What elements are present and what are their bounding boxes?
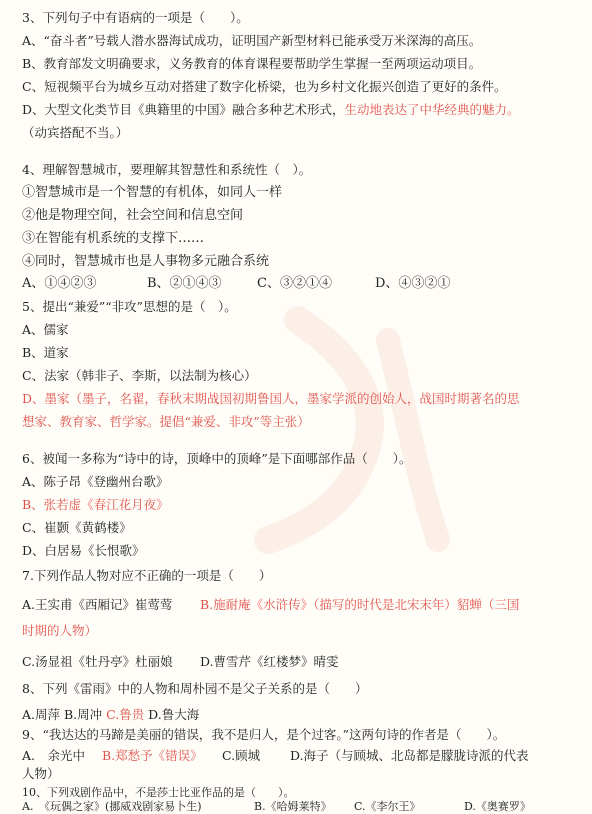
q3-option-a: A、“奋斗者”号载人潜水器海试成功，证明国产新型材料已能承受万米深海的高压。 (22, 33, 482, 48)
q5-option-d-line2: 想家、教育家、哲学家。提倡“兼爱、非攻”等主张） (22, 414, 310, 429)
q9-option-a: A. 余光中 (22, 748, 86, 763)
q8-option-d: D.鲁大海 (144, 707, 200, 722)
q7-option-d: D.曹雪芹《红楼梦》晴雯 (200, 654, 339, 669)
q7-options-line2 (22, 653, 582, 671)
q10-stem: 10、下列戏剧作品中，不是莎士比亚作品的是（ ）。 (22, 786, 295, 799)
q6-option-a: A、陈子昂《登幽州台歌》 (22, 474, 169, 489)
q8-option-ab: A.周萍 B.周冲 (22, 707, 107, 722)
q3-option-d-highlight: 生动地表达了中华经典的魅力。 (344, 102, 520, 117)
q7-option-b-line2: 时期的人物） (22, 623, 98, 638)
q8-options (22, 706, 582, 724)
q5-option-d-line1: D、墨家（墨子，名翟，春秋末期战国初期鲁国人，墨家学派的创始人，战国时期著名的思 (22, 391, 520, 406)
q5-stem: 5、提出“兼爱”“非攻”思想的是（ ）。 (22, 299, 237, 314)
q9-stem: 9、“我达达的马蹄是美丽的错误，我不是归人，是个过客。”这两句诗的作者是（ ）。 (22, 727, 506, 742)
q9-options (22, 747, 582, 765)
q10-options (22, 800, 582, 814)
q3-option-b: B、教育部发文明确要求，义务教育的体育课程要帮助学生掌握一至两项运动项目。 (22, 56, 482, 71)
q9-option-d-line2: 人物） (22, 766, 60, 781)
q3-option-d (22, 101, 582, 119)
q3-option-c: C、短视频平台为城乡互动对搭建了数字化桥梁，也为乡村文化振兴创造了更好的条件。 (22, 79, 507, 94)
q3-note: （动宾搭配不当。） (22, 125, 129, 140)
q9-option-b: B.郑愁予《错误》 (102, 748, 203, 763)
q9-option-d: D.海子（与顾城、北岛都是朦胧诗派的代表 (290, 748, 529, 763)
q4-option-d: D、④③②① (375, 276, 451, 291)
q8-stem: 8、下列《雷雨》中的人物和周朴园不是父子关系的是（ ） (22, 681, 368, 696)
q7-option-a: A.王实甫《西厢记》崔莺莺 (22, 597, 173, 612)
q5-option-b: B、道家 (22, 345, 69, 360)
q8-option-c: C.鲁贵 (106, 707, 145, 722)
q6-option-c: C、崔颢《黄鹤楼》 (22, 520, 132, 535)
q4-option-b: B、②①④③ (147, 276, 222, 291)
q3-option-d-text: D、大型文化类节目《典籍里的中国》融合多种艺术形式， (22, 102, 345, 117)
q5-option-a: A、儒家 (22, 322, 69, 337)
q4-options (22, 275, 582, 293)
q6-option-d: D、白居易《长恨歌》 (22, 543, 145, 558)
q4-statement-1: ①智慧城市是一个智慧的有机体，如同人一样 (22, 185, 283, 200)
q10-option-d: D.《奥赛罗》 (464, 800, 531, 813)
q5-option-c: C、法家（韩非子、李斯，以法制为核心） (22, 368, 257, 383)
q4-statement-2: ②他是物理空间，社会空间和信息空间 (22, 208, 244, 223)
q3-stem: 3、下列句子中有语病的一项是（ ）。 (22, 10, 249, 25)
q4-option-c: C、③②①④ (257, 276, 332, 291)
q9-option-c: C.顾城 (222, 748, 261, 763)
q7-option-b: B.施耐庵《水浒传》（描写的时代是北宋末年）貂蝉（三国 (200, 597, 520, 612)
q4-option-a: A、①④②③ (22, 276, 97, 291)
q6-stem: 6、被闻一多称为“诗中的诗，顶峰中的顶峰”是下面哪部作品（ ）。 (22, 451, 412, 466)
q6-option-b: B、张若虚《春江花月夜》 (22, 497, 169, 512)
q4-statement-3: ③在智能有机系统的支撑下…… (22, 231, 205, 246)
q7-option-c: C.汤显祖《牡丹亭》杜丽娘 (22, 654, 173, 669)
q10-option-b: B.《哈姆莱特》 (254, 800, 332, 813)
q10-option-a: A. 《玩偶之家》(挪威戏剧家易卜生) (22, 800, 202, 813)
q4-statement-4: ④同时，智慧城市也是人事物多元融合系统 (22, 254, 270, 269)
q4-stem: 4、理解智慧城市，要理解其智慧性和系统性（ ）。 (22, 162, 312, 177)
q10-option-c: C.《李尔王》 (354, 800, 421, 813)
q7-stem: 7.下列作品人物对应不正确的一项是（ ） (22, 568, 272, 583)
q7-options-line1 (22, 596, 582, 614)
